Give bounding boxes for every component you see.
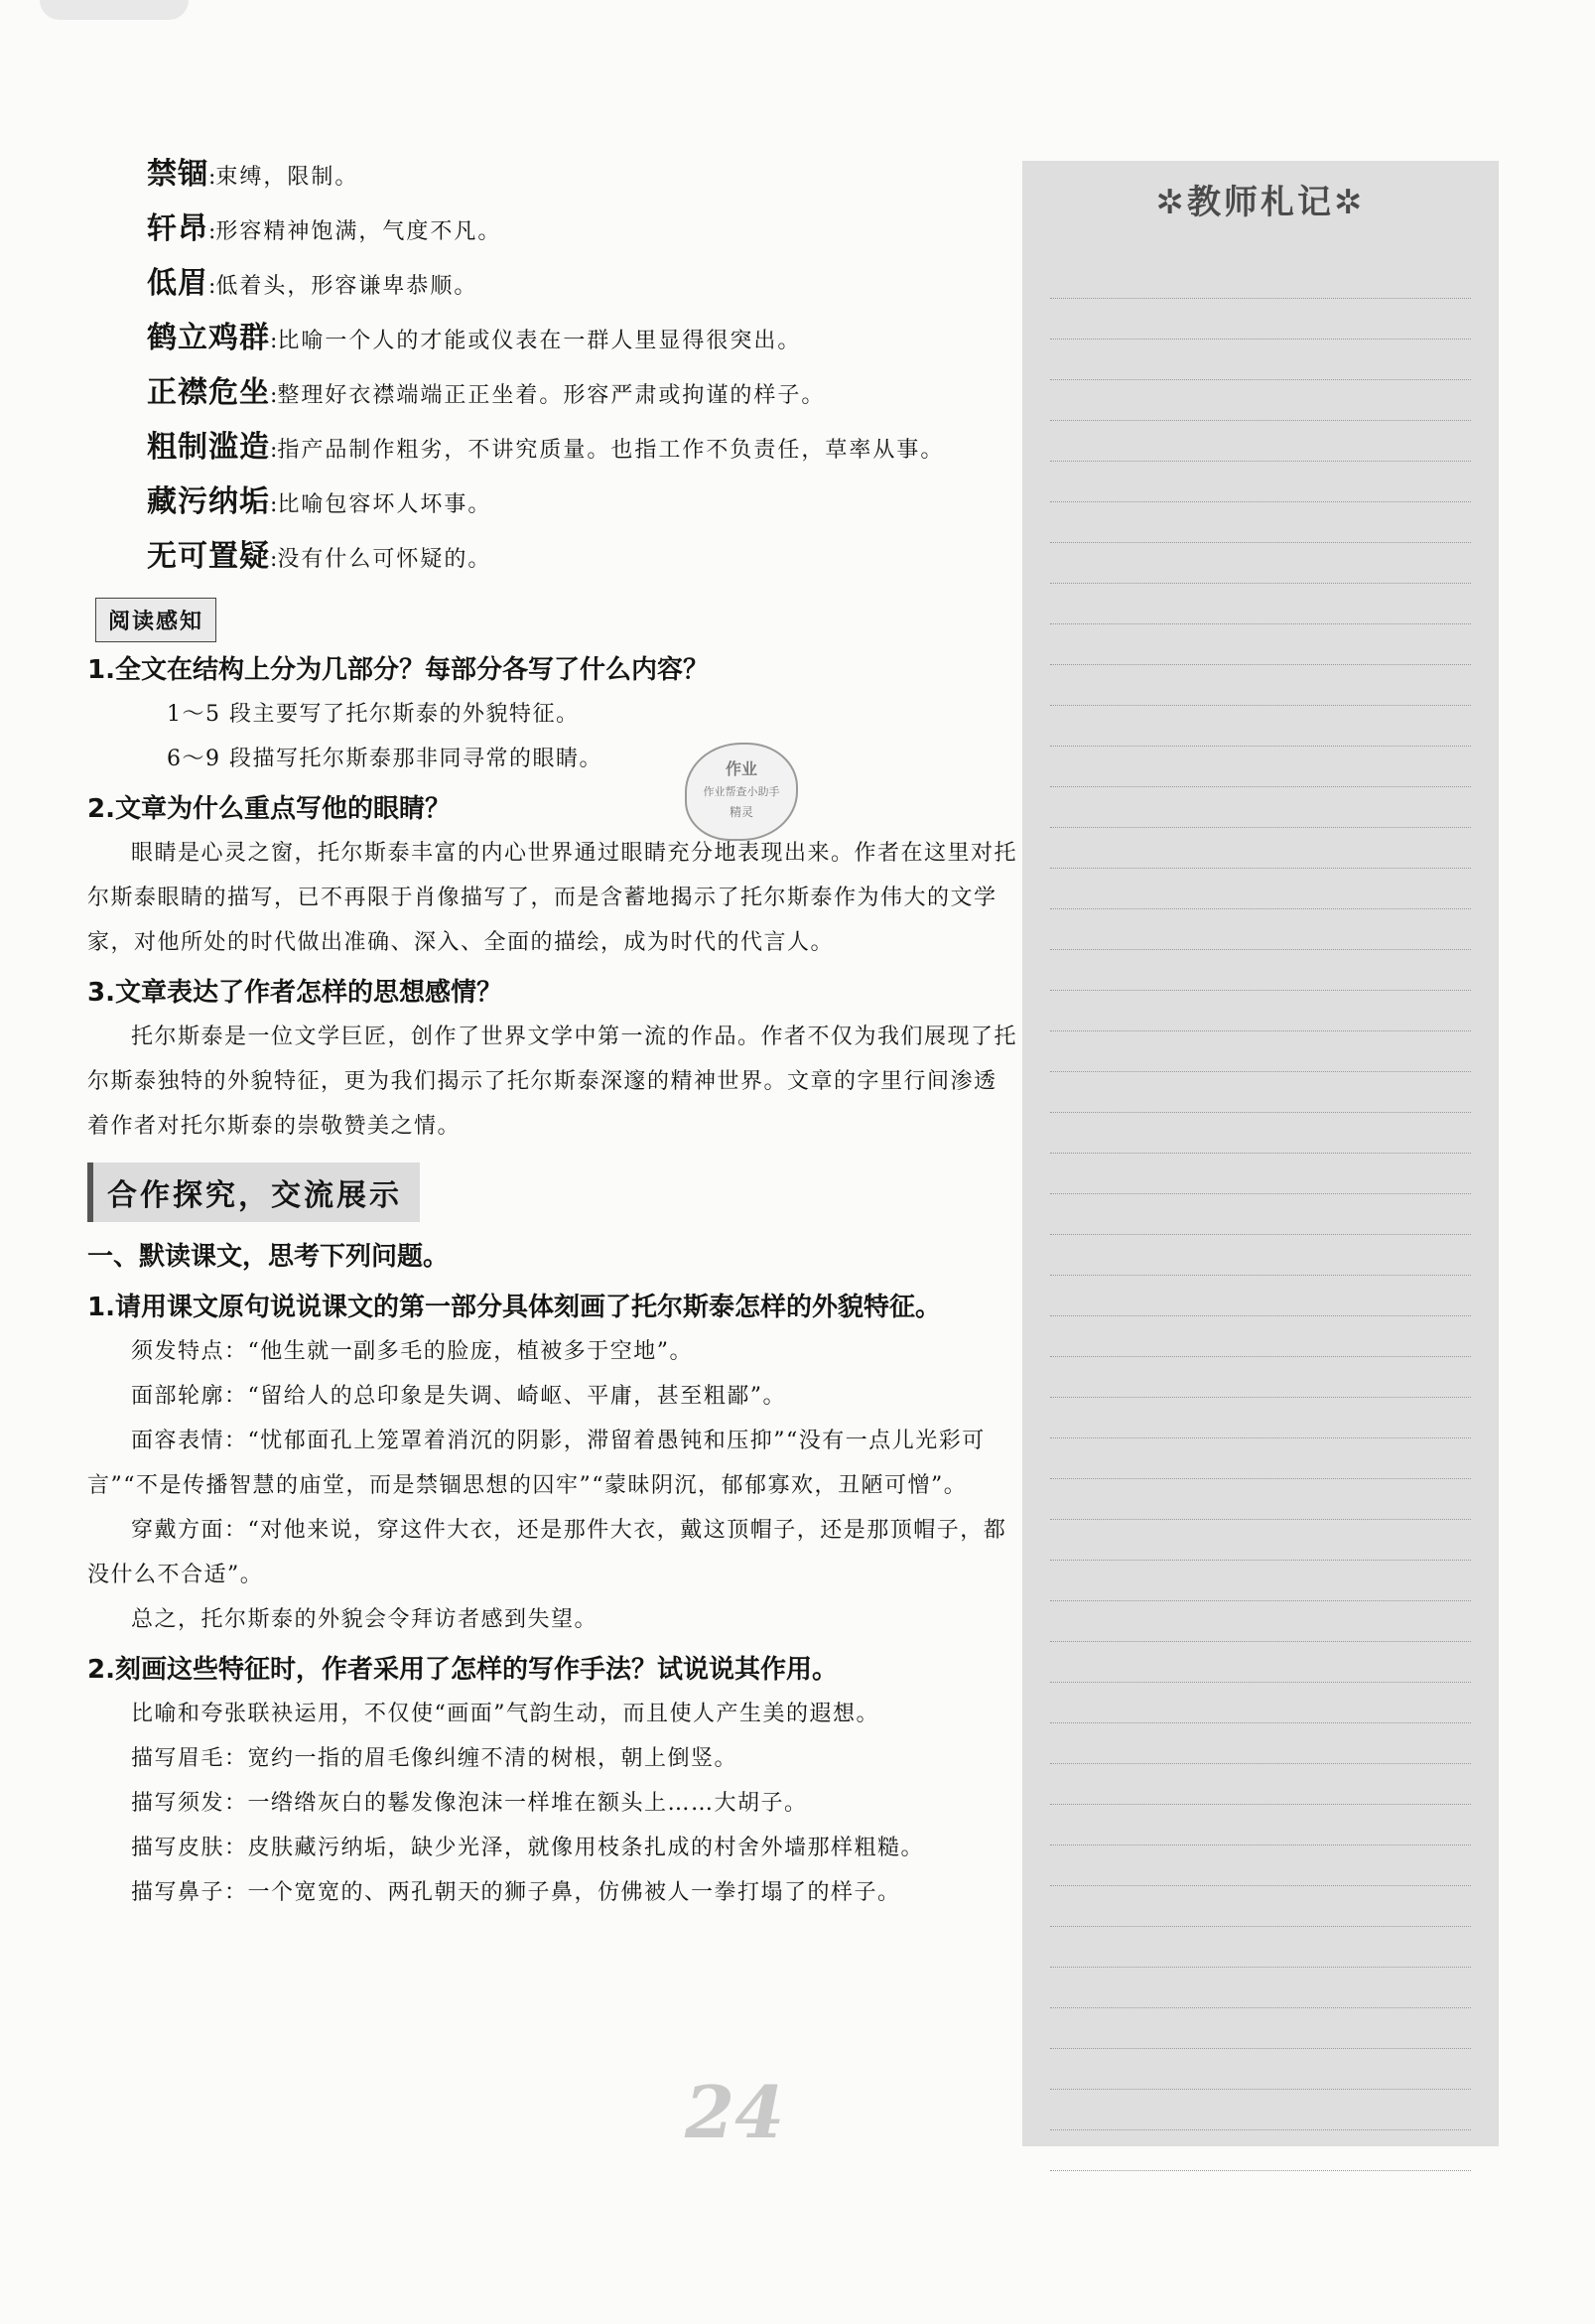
answer-line: 面部轮廓：“留给人的总印象是失调、崎岖、平庸，甚至粗鄙”。 (131, 1384, 786, 1409)
note-line (1050, 1520, 1471, 1561)
note-line (1050, 1642, 1471, 1683)
answer-line: 描写皮肤：皮肤藏污纳垢，缺少光泽，就像用枝条扎成的村舍外墙那样粗糙。 (131, 1836, 925, 1860)
note-line (1050, 1683, 1471, 1723)
note-line (1050, 1438, 1471, 1479)
vocab-list (87, 147, 1018, 584)
note-line (1050, 706, 1471, 747)
note-line (1050, 950, 1471, 991)
answer-line: 总之，托尔斯泰的外貌会令拜访者感到失望。 (131, 1607, 598, 1632)
vocab-item: 禁锢:束缚，限制。 (147, 157, 359, 192)
note-line (1050, 665, 1471, 706)
answer-line: 6～9 段描写托尔斯泰那非同寻常的眼睛。 (167, 747, 602, 771)
note-line (1050, 1154, 1471, 1194)
note-line (1050, 1316, 1471, 1357)
vocab-item: 鹤立鸡群:比喻一个人的才能或仪表在一群人里显得很突出。 (147, 321, 802, 355)
note-line (1050, 1927, 1471, 1968)
coop-question-2: 2.刻画这些特征时，作者采用了怎样的写作手法？试说说其作用。 (87, 1655, 838, 1685)
note-line (1050, 1601, 1471, 1642)
answer-paragraph: 托尔斯泰是一位文学巨匠，创作了世界文学中第一流的作品。作者不仅为我们展现了托尔斯泰独特的外貌特征，更为我们揭示了托尔斯泰深邃的精神世界。文章的字里行间渗透着作者对托尔斯泰的崇敬赞美之情。 (87, 1025, 1018, 1139)
note-line (1050, 787, 1471, 828)
note-line (1050, 1235, 1471, 1276)
note-line (1050, 1398, 1471, 1438)
answer-line: 描写须发：一绺绺灰白的鬈发像泡沫一样堆在额头上……大胡子。 (131, 1791, 808, 1816)
note-line (1050, 1276, 1471, 1316)
coop-question-1: 1.请用课文原句说说课文的第一部分具体刻画了托尔斯泰怎样的外貌特征。 (87, 1293, 941, 1322)
note-line (1050, 299, 1471, 340)
answer-line: 比喻和夸张联袂运用，不仅使“画面”气韵生动，而且使人产生美的遐想。 (131, 1702, 879, 1726)
note-line (1050, 2008, 1471, 2049)
note-line (1050, 1723, 1471, 1764)
answer-line: 须发特点：“他生就一副多毛的脸庞，植被多于空地”。 (131, 1339, 693, 1364)
vocab-item: 无可置疑:没有什么可怀疑的。 (147, 539, 492, 574)
note-line (1050, 1846, 1471, 1886)
note-line (1050, 1886, 1471, 1927)
note-line (1050, 1357, 1471, 1398)
answer-line: 描写鼻子：一个宽宽的、两孔朝天的狮子鼻，仿佛被人一拳打塌了的样子。 (131, 1880, 901, 1905)
note-line (1050, 909, 1471, 950)
vocab-item: 低眉:低着头，形容谦卑恭顺。 (147, 266, 478, 301)
question-3: 3.文章表达了作者怎样的思想感情？ (87, 978, 502, 1008)
coop-subhead: 一、默读课文，思考下列问题。 (87, 1242, 450, 1272)
note-line (1050, 1805, 1471, 1846)
note-line (1050, 2130, 1471, 2171)
note-line (1050, 747, 1471, 787)
vocab-item: 粗制滥造:指产品制作粗劣，不讲究质量。也指工作不负责任，草率从事。 (147, 430, 945, 465)
vocab-item: 藏污纳垢:比喻包容坏人坏事。 (147, 484, 492, 519)
scan-mark (40, 0, 189, 20)
note-line (1050, 1764, 1471, 1805)
note-line (1050, 1479, 1471, 1520)
answer-paragraph: 眼睛是心灵之窗，托尔斯泰丰富的内心世界通过眼睛充分地表现出来。作者在这里对托尔斯泰眼睛的描写，已不再限于肖像描写了，而是含蓄地揭示了托尔斯泰作为伟大的文学家，对他所处的时代做出准确、深入、全面的描绘，成为时代的代言人。 (87, 841, 1018, 955)
note-line (1050, 1113, 1471, 1154)
reading-section-tag: 阅读感知 (95, 598, 216, 642)
question-2: 2.文章为什么重点写他的眼睛？ (87, 794, 451, 824)
vocab-item: 轩昂:形容精神饱满，气度不凡。 (147, 211, 502, 246)
note-line (1050, 2049, 1471, 2090)
note-line (1050, 1561, 1471, 1601)
answer-line: 穿戴方面：“对他来说，穿这件大衣，还是那件大衣，戴这顶帽子，还是那顶帽子，都没什么不合适”。 (87, 1518, 1007, 1587)
note-line (1050, 462, 1471, 502)
notes-ruled-lines (1050, 258, 1471, 2126)
note-line (1050, 1072, 1471, 1113)
teacher-notes-title: ✲教师札记✲ (1155, 183, 1366, 222)
note-line (1050, 1968, 1471, 2008)
coop-section-title: 合作探究，交流展示 (87, 1162, 420, 1222)
note-line (1050, 543, 1471, 584)
note-line (1050, 584, 1471, 624)
note-line (1050, 380, 1471, 421)
note-line (1050, 340, 1471, 380)
note-line (1050, 624, 1471, 665)
page-number: 24 (685, 2070, 785, 2154)
answer-line: 面容表情：“忧郁面孔上笼罩着消沉的阴影，滞留着愚钝和压抑”“没有一点儿光彩可言”“不是传播智慧的庙堂，而是禁锢思想的囚牢”“蒙昧阴沉，郁郁寡欢，丑陋可憎”。 (87, 1429, 986, 1498)
note-line (1050, 1194, 1471, 1235)
teacher-notes-panel (1022, 161, 1499, 2146)
note-line (1050, 1031, 1471, 1072)
note-line (1050, 828, 1471, 869)
answer-line: 1～5 段主要写了托尔斯泰的外貌特征。 (167, 702, 580, 727)
note-line (1050, 421, 1471, 462)
note-line (1050, 869, 1471, 909)
vocab-item: 正襟危坐:整理好衣襟端端正正坐着。形容严肃或拘谨的样子。 (147, 375, 826, 410)
main-content (87, 147, 1018, 1915)
note-line (1050, 502, 1471, 543)
answer-line: 描写眉毛：宽约一指的眉毛像纠缠不清的树根，朝上倒竖。 (131, 1746, 738, 1771)
note-line (1050, 258, 1471, 299)
note-line (1050, 2090, 1471, 2130)
question-1: 1.全文在结构上分为几部分？每部分各写了什么内容？ (87, 655, 709, 685)
watermark-stamp: 作业 作业帮查小助手 精灵 (685, 743, 798, 841)
note-line (1050, 991, 1471, 1031)
